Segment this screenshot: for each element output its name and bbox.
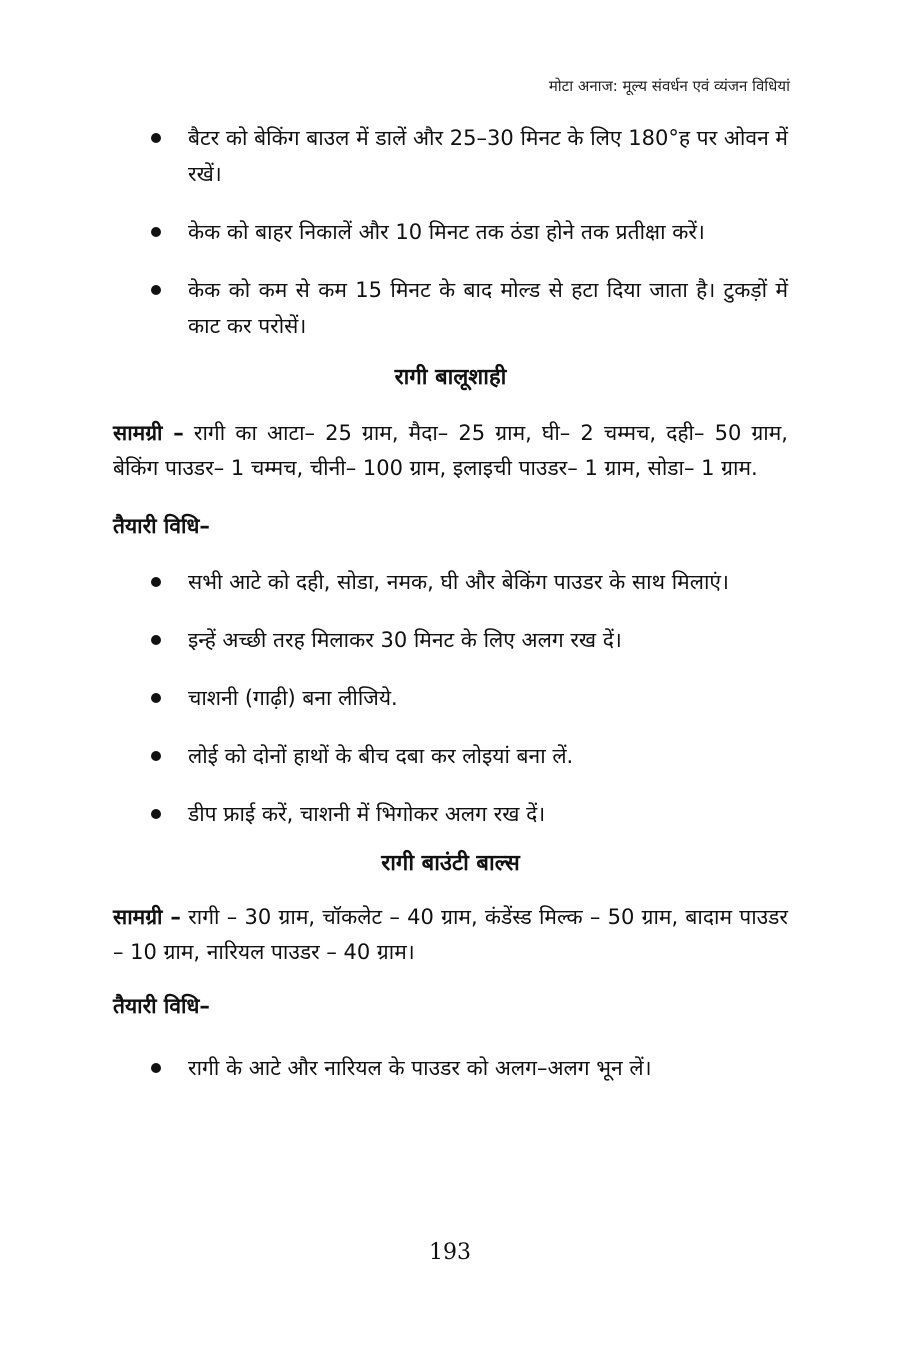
- ingredients-paragraph: [113, 416, 788, 486]
- recipe-title: रागी बाउंटी बाल्स: [381, 851, 520, 876]
- step-text: चाशनी (गाढ़ी) बना लीजिये.: [188, 686, 398, 710]
- ingredients-text: रागी का आटा– 25 ग्राम, मैदा– 25 ग्राम, घी– 2 चम्मच, दही– 50 ग्राम, बेकिंग पाउडर– 1 चम्मच, चीनी– 100 ग्राम, इलाइची पाउडर– 1 ग्राम, सोडा– 1 ग्राम.: [113, 421, 788, 480]
- list-item: [113, 272, 788, 344]
- list-item: [113, 796, 788, 832]
- list-item: [113, 120, 788, 192]
- page-content: [113, 120, 788, 1086]
- bullet-icon: [151, 809, 161, 819]
- step-text: रागी के आटे और नारियल के पाउडर को अलग–अलग भून लें।: [188, 1056, 652, 1080]
- step-text: इन्हें अच्छी तरह मिलाकर 30 मिनट के लिए अलग रख दें।: [188, 628, 622, 652]
- step-text: बैटर को बेकिंग बाउल में डालें और 25–30 मिनट के लिए 180°ह पर ओवन में रखें।: [188, 126, 788, 186]
- bullet-icon: [151, 693, 161, 703]
- bullet-icon: [151, 285, 161, 295]
- ingredients-label: सामग्री –: [113, 421, 184, 445]
- list-item: [113, 680, 788, 716]
- ingredients-label: सामग्री –: [113, 905, 181, 929]
- list-item: [113, 1050, 788, 1086]
- step-text: सभी आटे को दही, सोडा, नमक, घी और बेकिंग पाउडर के साथ मिलाएं।: [188, 570, 729, 594]
- recipe-title: रागी बालूशाही: [394, 365, 507, 390]
- bullet-icon: [151, 751, 161, 761]
- page-number: 193: [429, 1240, 471, 1265]
- list-item: [113, 564, 788, 600]
- list-item: [113, 622, 788, 658]
- method-steps-list: [113, 564, 788, 832]
- intro-steps-list: [113, 120, 788, 344]
- list-item: [113, 738, 788, 774]
- bullet-icon: [151, 227, 161, 237]
- bullet-icon: [151, 635, 161, 645]
- method-heading: तैयारी विधि–: [113, 994, 210, 1018]
- bullet-icon: [151, 133, 161, 143]
- ingredients-paragraph: [113, 900, 788, 970]
- ingredients-text: रागी – 30 ग्राम, चॉकलेट – 40 ग्राम, कंडेंस्ड मिल्क – 50 ग्राम, बादाम पाउडर – 10 ग्राम, नारियल पाउडर – 40 ग्राम।: [113, 905, 788, 964]
- step-text: लोई को दोनों हाथों के बीच दबा कर लोइयां बना लें.: [188, 744, 574, 768]
- bullet-icon: [151, 577, 161, 587]
- method-heading: तैयारी विधि–: [113, 514, 210, 538]
- method-steps-list: [113, 1050, 788, 1086]
- bullet-icon: [151, 1063, 161, 1073]
- step-text: केक को बाहर निकालें और 10 मिनट तक ठंडा होने तक प्रतीक्षा करें।: [188, 220, 705, 244]
- list-item: [113, 214, 788, 250]
- step-text: केक को कम से कम 15 मिनट के बाद मोल्ड से हटा दिया जाता है। टुकड़ों में काट कर परोसें।: [188, 278, 788, 338]
- running-header: मोटा अनाज: मूल्य संवर्धन एवं व्यंजन विधियां: [548, 77, 790, 95]
- step-text: डीप फ्राई करें, चाशनी में भिगोकर अलग रख दें।: [188, 802, 546, 826]
